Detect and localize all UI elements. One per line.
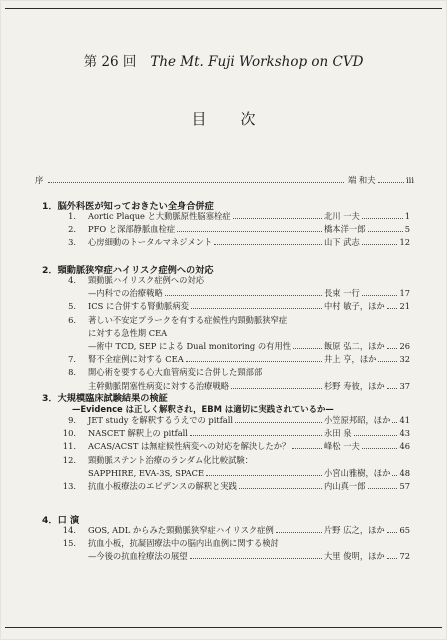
toc-entry <box>0 315 447 326</box>
entry-page: 17 <box>399 288 410 299</box>
entry-number: 10. <box>62 428 76 439</box>
entry-number: 5. <box>68 301 76 312</box>
entry-number: 3. <box>68 237 76 248</box>
toc-entry <box>0 441 447 452</box>
toc-entry <box>0 428 447 439</box>
entry-author: 長束 一行 <box>324 288 360 299</box>
entry-page: 26 <box>399 341 410 351</box>
entry-author: 飯原 弘二，ほか <box>324 341 385 351</box>
entry-page: 43 <box>399 428 410 439</box>
entry-page: 57 <box>399 481 410 491</box>
entry-number: 8. <box>68 367 76 378</box>
entry-number: 11. <box>62 441 76 452</box>
leader-dots <box>387 381 398 389</box>
session-number: 第 26 回 <box>83 54 137 70</box>
leader-dots <box>387 525 398 533</box>
entry-title: 腎不全症例に対する CEA <box>88 354 184 365</box>
leader-dots <box>190 428 322 436</box>
leader-dots <box>231 381 322 389</box>
leader-dots <box>362 237 398 245</box>
leader-dots <box>387 341 398 349</box>
entry-title: 開心術を要する心大血管病変に合併した頸部部 <box>88 367 263 378</box>
page-header <box>0 50 447 70</box>
entry-author: 山下 武志 <box>324 237 360 248</box>
section-heading: 3．大規模臨床試験結果の検証 <box>42 393 168 404</box>
toc-entry <box>0 525 447 536</box>
toc-entry <box>0 275 447 286</box>
section-heading: 1．脳外科医が知っておきたい全身合併症 <box>42 201 214 212</box>
entry-title: NASCET 解釈上の pitfall <box>88 428 188 439</box>
entry-number: 4. <box>68 275 76 285</box>
section-subheading: —Evidence は正しく解釈され，EBM は適切に実践されているか— <box>72 404 334 414</box>
toc-entry <box>0 538 447 549</box>
entry-page: 12 <box>399 237 410 248</box>
entry-number: 6. <box>68 314 76 325</box>
entry-page: 1 <box>404 211 410 221</box>
leader-dots <box>165 288 322 296</box>
entry-title: に対する急性期 CEA <box>88 327 168 338</box>
leader-dots <box>362 441 398 449</box>
entry-title: 著しい不安定プラークを有する症候性内頸動脈狭窄症 <box>88 314 288 325</box>
entry-author: 杉野 寿彼，ほか <box>324 380 385 391</box>
toc-entry <box>0 328 447 339</box>
bottom-rule <box>5 627 442 628</box>
entry-title: —内科での治療戦略 <box>88 288 163 299</box>
entry-number: 1. <box>68 211 76 221</box>
leader-dots <box>191 301 322 309</box>
entry-title: —術中 TCD, SEP による Dual monitoring の有用性 <box>88 341 292 351</box>
entry-author: 峰松 一夫 <box>324 441 360 452</box>
toc-title: 目次 <box>191 110 290 128</box>
toc-entry <box>0 468 447 479</box>
leader-dots <box>177 224 322 232</box>
entry-title: GOS, ADL からみた頸動脈狭窄症ハイリスク症例 <box>88 525 274 535</box>
toc-entry <box>0 288 447 299</box>
leader-dots <box>378 354 397 362</box>
entry-page: 5 <box>404 224 410 235</box>
entry-title: ACAS/ACST は無症候性病変への対応を解決したか？ <box>88 441 291 452</box>
toc-entry <box>0 551 447 562</box>
entry-title: 頸動脈ステント治療のランダム化比較試験： <box>88 454 254 465</box>
entry-number: 15. <box>62 538 76 549</box>
leader-dots <box>387 551 398 559</box>
entry-page: 72 <box>399 551 410 562</box>
leader-dots <box>276 525 322 533</box>
leader-dots <box>362 288 398 296</box>
toc-entry <box>0 341 447 352</box>
toc-entry <box>0 481 447 492</box>
leader-dots <box>239 481 322 489</box>
entry-page: 46 <box>399 441 410 452</box>
leader-dots <box>354 428 398 436</box>
entry-author: 橋本洋一郎 <box>324 224 366 235</box>
entry-number: 2. <box>68 224 76 235</box>
entry-author: 大里 俊明，ほか <box>324 551 385 562</box>
entry-number: 12. <box>62 454 76 465</box>
leader-dots <box>368 481 398 489</box>
entry-title: —今後の抗血栓療法の展望 <box>88 551 188 562</box>
leader-dots <box>387 301 398 309</box>
entry-page: 21 <box>399 301 410 312</box>
entry-page: 48 <box>399 467 410 478</box>
entry-title: ICS に合併する腎動脈病変 <box>88 301 189 312</box>
entry-page: 32 <box>399 354 410 365</box>
top-rule <box>5 8 442 9</box>
entry-author: 中村 敏子，ほか <box>324 301 385 312</box>
toc-entry <box>0 224 447 235</box>
toc-entry <box>0 211 447 222</box>
entry-title: PFO と深部静脈血栓症 <box>88 224 176 235</box>
entry-number: 13. <box>62 481 76 491</box>
preface-page: iii <box>406 175 414 185</box>
entry-author: 北川 一夫 <box>324 211 360 221</box>
toc-entry <box>0 455 447 466</box>
leader-dots <box>233 211 322 219</box>
leader-dots <box>214 237 322 245</box>
leader-dots <box>362 211 403 219</box>
entry-author: 小宮山雅樹，ほか <box>324 467 391 478</box>
entry-author: 小笠原邦昭，ほか <box>324 415 391 425</box>
preface-entry <box>0 175 447 186</box>
toc-entry <box>0 367 447 378</box>
entry-title: 抗血小板，抗凝固療法中の脳内出血例に関する検討 <box>88 538 279 549</box>
entry-page: 37 <box>399 380 410 391</box>
entry-author: 永田 泉 <box>324 428 352 439</box>
leader-dots <box>368 224 403 232</box>
entry-title: 抗血小板療法のエビデンスの解釈と実践 <box>88 481 237 491</box>
entry-author: 内山真一郎 <box>324 481 366 491</box>
entry-number: 7. <box>68 354 76 365</box>
entry-title: 頸動脈ハイリスク症例への対応 <box>88 275 204 285</box>
leader-dots <box>378 175 405 183</box>
toc-entry <box>0 415 447 426</box>
entry-title: Aortic Plaque と大動脈原性脳塞栓症 <box>88 211 231 221</box>
entry-page: 41 <box>399 415 410 425</box>
entry-title: 心房細動のトータルマネジメント <box>88 237 213 248</box>
entry-page: 65 <box>399 525 410 535</box>
leader-dots <box>206 468 322 476</box>
leader-dots <box>235 415 322 423</box>
preface-author: 端 和夫 <box>348 175 376 185</box>
toc-entry <box>0 237 447 248</box>
workshop-title: The Mt. Fuji Workshop on CVD <box>150 54 364 70</box>
preface-label: 序 <box>35 175 44 185</box>
entry-number: 9. <box>68 415 76 425</box>
entry-number: 14. <box>62 525 76 535</box>
toc-entry <box>0 301 447 312</box>
section-heading: 2．頸動脈狭窄症ハイリスク症例への対応 <box>42 265 214 276</box>
leader-dots <box>293 341 322 349</box>
entry-title: 主幹動脈閉塞性病変に対する治療戦略 <box>88 380 230 391</box>
leader-dots <box>48 175 344 183</box>
leader-dots <box>392 468 397 476</box>
leader-dots <box>292 441 322 449</box>
section-heading: 4．口 演 <box>42 515 80 526</box>
entry-author: 片野 広之，ほか <box>324 525 385 535</box>
entry-title: SAPPHIRE, EVA-3S, SPACE <box>88 467 205 478</box>
leader-dots <box>392 415 397 423</box>
entry-author: 井上 亨，ほか <box>324 354 377 365</box>
toc-entry <box>0 354 447 365</box>
leader-dots <box>190 551 322 559</box>
entry-title: JET study を解釈するうえでの pitfall <box>88 415 234 425</box>
leader-dots <box>186 354 322 362</box>
